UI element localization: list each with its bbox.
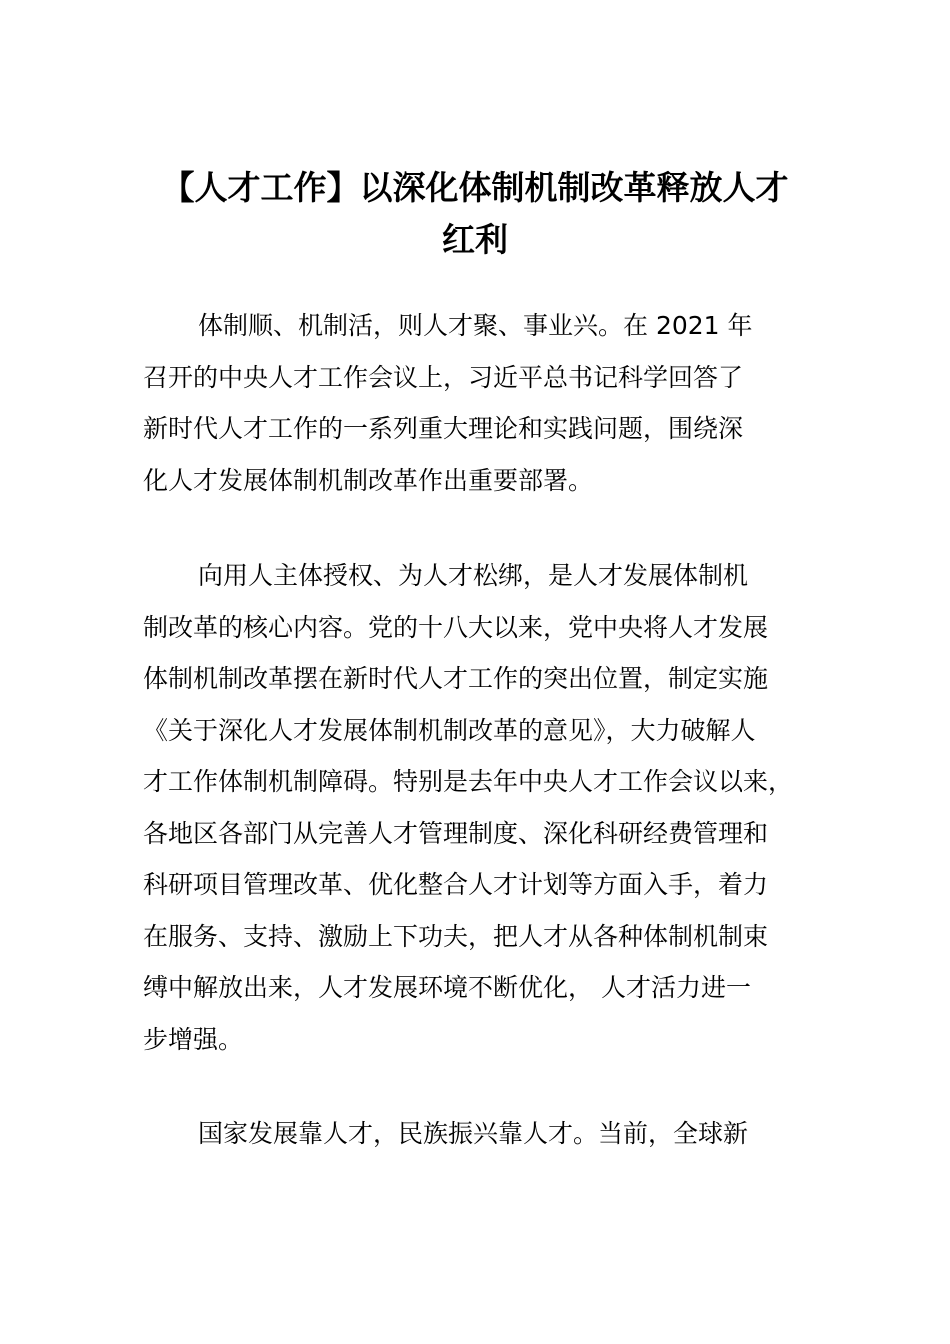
text-line: 国家发展靠人才，民族振兴靠人才。当前，全球新 [198, 1119, 749, 1148]
text-line: 化人才发展体制机制改革作出重要部署。 [143, 466, 594, 495]
text-line: 《关于深化人才发展体制机制改革的意见》，大力破解人 [143, 716, 756, 745]
text-line: 缚中解放出来，人才发展环境不断优化， 人才活力进一 [143, 973, 751, 1002]
document-title [120, 162, 830, 266]
text-line: 新时代人才工作的一系列重大理论和实践问题，围绕深 [143, 414, 744, 443]
text-line: 体制机制改革摆在新时代人才工作的突出位置，制定实施 [143, 664, 769, 693]
title-line: 红利 [442, 220, 508, 259]
text-line: 各地区各部门从完善人才管理制度、深化科研经费管理和 [143, 819, 769, 848]
text-line: 制改革的核心内容。党的十八大以来，党中央将人才发展 [143, 613, 769, 642]
text-line: 向用人主体授权、为人才松绑，是人才发展体制机 [198, 561, 749, 590]
text-line: 科研项目管理改革、优化整合人才计划等方面入手，着力 [143, 870, 769, 899]
text-line: 步增强。 [143, 1025, 244, 1054]
title-line: 【人才工作】以深化体制机制改革释放人才 [161, 168, 789, 207]
text-line: 体制顺、机制活，则人才聚、事业兴。在 2021 年 [198, 311, 753, 340]
text-line: 召开的中央人才工作会议上，习近平总书记科学回答了 [143, 363, 744, 392]
text-line: 在服务、支持、激励上下功夫，把人才从各种体制机制束 [143, 922, 769, 951]
text-line: 才工作体制机制障碍。特别是去年中央人才工作会议以来， [143, 767, 794, 796]
